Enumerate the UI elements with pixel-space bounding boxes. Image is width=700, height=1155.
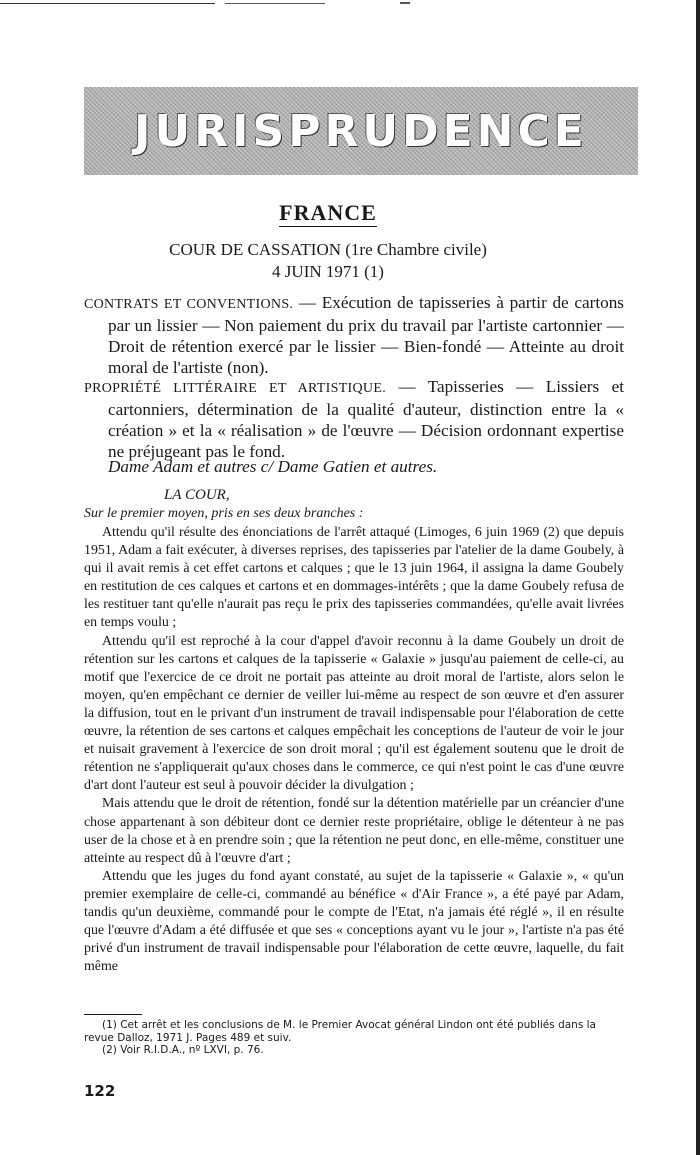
paragraph: Attendu qu'il est reproché à la cour d'appel d'avoir reconnu à la dame Goubely un droit de rétention sur les cartons et calques de la tapisserie « Galaxie » jusqu'au paiement de celle-ci, au motif que l'exercice de ce droit ne portait pas atteinte au droit moral de l'artiste, alors selon le moyen, qu'en empêchant ce dernier de veiller lui-même au respect de son œuvre et d'en assurer la diffusion, tout en le privant d'un instrument de travail indispensable pour l'élaboration de cette œuvre, la rétention de ses cartons et calques empêchait les conceptions de l'auteur de voir le jour et nuisait gravement à l'exercice de son droit moral ; qu'il est également soutenu que le droit de rétention ne s'appliquerait qu'aux choses dans le commerce, ce qui n'est point le cas d'une œuvre d'art dont l'auteur est seul à pouvoir décider la divulgation ; [84, 633, 624, 794]
decision-date: 4 JUIN 1971 (1) [272, 262, 384, 281]
la-cour-heading: LA COUR, [164, 487, 230, 503]
footnote-separator [84, 1014, 142, 1015]
page-edge [696, 0, 700, 1155]
summary-contracts [84, 292, 624, 378]
page-number: 122 [84, 1082, 116, 1100]
section-banner [84, 87, 638, 175]
paragraph: Attendu qu'il résulte des énonciations de l'arrêt attaqué (Limoges, 6 juin 1969 (2) que depuis 1951, Adam a fait exécuter, à diverses reprises, des tapisseries par l'atelier de la dame Goubely, à qui il avait remis à cet effet cartons et calques ; que le 13 juin 1964, il assigna la dame Goubely en restitution de ces calques et cartons et en dommages-intérêts ; que la dame Goubely refusa de les restituer tant qu'elle n'aurait pas reçu le prix des tapisseries commandées, qu'elle avait livrées en temps voulu ; [84, 525, 624, 631]
banner-title: JURISPRUDENCE [134, 105, 588, 157]
case-parties: Dame Adam et autres c/ Dame Gatien et autres. [108, 457, 438, 476]
country-heading [0, 200, 656, 226]
top-rule-segment [225, 3, 325, 4]
judgment-body [84, 524, 624, 976]
court-heading: COUR DE CASSATION (1re Chambre civile) [169, 240, 487, 259]
paragraph: Mais attendu que le droit de rétention, fondé sur la détention matérielle par un créancier d'une chose appartenant à son débiteur dont ce dernier reste propriétaire, oblige le détenteur à ne pas user de la chose et à en prendre soin ; que la rétention ne peut donc, en elle-même, constituer une atteinte au respect dû à l'œuvre d'art ; [84, 796, 624, 866]
country-label: FRANCE [279, 200, 377, 225]
footnotes [84, 1019, 624, 1057]
paragraph: Attendu que les juges du fond ayant constaté, au sujet de la tapisserie « Galaxie », « qu'un premier exemplaire de celle-ci, commandé au bénéfice « d'Air France », a été payé par Adam, tandis qu'un deuxième, commandé pour le compte de l'Etat, n'a jamais été réglé », il en résulte que l'œuvre d'Adam a été diffusée et que ses « conceptions ayant vu le jour », l'artiste n'a pas été privé d'un instrument de travail indispensable pour l'élaboration de cette œuvre, laquelle, du fait même [84, 868, 624, 975]
summary-text: — Tapisseries — Lissiers et cartonniers, détermination de la qualité d'auteur, distinction entre la « création » et la « réalisation » de l'œuvre — Décision ordonnant expertise ne préjugeant pas le fond. [108, 377, 624, 461]
summary-category: PROPRIÉTÉ LITTÉRAIRE ET ARTISTIQUE. [84, 381, 386, 396]
top-rule-mark [400, 2, 410, 4]
footnote: (1) Cet arrêt et les conclusions de M. le Premier Avocat général Lindon ont été publiés dans la revue Dalloz, 1971 J. Pages 489 et suiv. [84, 1019, 596, 1044]
footnote: (2) Voir R.I.D.A., nº LXVI, p. 76. [102, 1044, 264, 1056]
summary-text: — Exécution de tapisseries à partir de cartons par un lissier — Non paiement du prix du travail par l'artiste cartonnier — Droit de rétention exercé par le lissier — Bien-fondé — Atteinte au droit moral de l'artiste (non). [108, 293, 624, 377]
top-rule [0, 3, 215, 4]
summary-property [84, 376, 624, 462]
summary-category: CONTRATS ET CONVENTIONS. [84, 297, 294, 312]
moyen-heading: Sur le premier moyen, pris en ses deux branches : [84, 506, 364, 521]
